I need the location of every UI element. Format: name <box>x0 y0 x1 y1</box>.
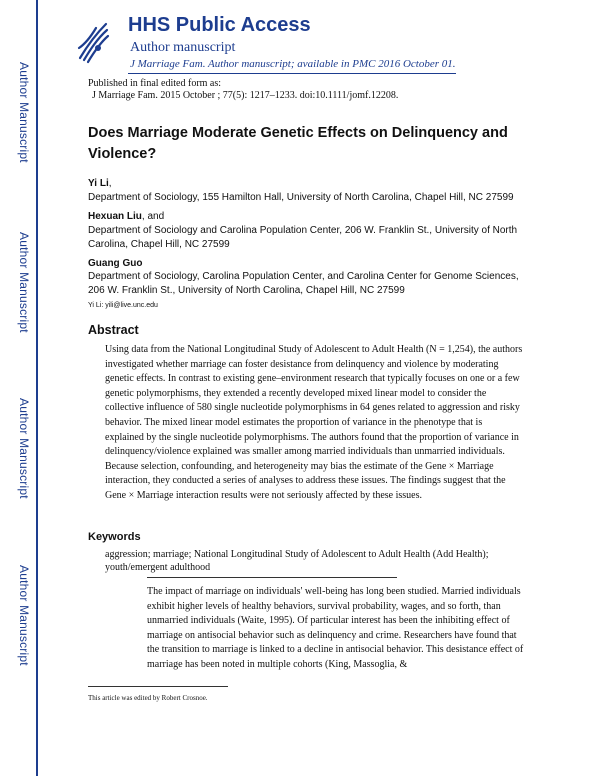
author-affiliation: Department of Sociology, 155 Hamilton Hall, University of North Carolina, Chapel Hill, NC 27599 <box>88 192 514 203</box>
author-affiliation: Department of Sociology and Carolina Population Center, 206 W. Franklin St., University of North Carolina, Chapel Hill, NC 27599 <box>88 225 518 250</box>
header-title: HHS Public Access <box>128 14 311 36</box>
sidebar-label-4: Author Manuscript <box>17 565 31 666</box>
sidebar-label-3: Author Manuscript <box>17 398 31 499</box>
header-citation: J Marriage Fam. Author manuscript; available in PMC 2016 October 01. <box>130 58 456 70</box>
author-name: Yi Li, <box>88 178 112 189</box>
footnote: This article was edited by Robert Crosnoe. <box>88 694 208 702</box>
section-rule <box>147 577 397 578</box>
author-affiliation: Department of Sociology, Carolina Population Center, and Carolina Center for Genome Sciences, 206 W. Franklin St., University of North Carolina, Chapel Hill, NC 27599 <box>88 271 519 296</box>
author-name: Guang Guo <box>88 258 143 269</box>
header-rule <box>128 73 456 74</box>
author-name: Hexuan Liu, and <box>88 211 165 222</box>
body-paragraph: The impact of marriage on individuals' well-being has long been studied. Married individuals exhibit higher levels of healthy behaviors, survival probability, wages, and so forth, than unmarried individuals (Waite, 1995). Of particular interest has been the inhibiting effect of marriage on antisocial behavior such as delinquency and crime. Researchers have found that the transition to marriage is linked to a decline in antisocial behavior. This desistance effect of marriage has been noted in multiple cohorts (King, Massoglia, & <box>147 586 524 670</box>
sidebar-label-2: Author Manuscript <box>17 232 31 333</box>
header-subtitle: Author manuscript <box>130 40 236 55</box>
footnote-rule <box>88 686 228 687</box>
keywords-heading: Keywords <box>88 531 141 543</box>
keywords-text: aggression; marriage; National Longitudinal Study of Adolescent to Adult Health (Add Health); youth/emergent adulthood <box>105 549 489 573</box>
corresponding-email: Yi Li: yili@live.unc.edu <box>88 302 158 309</box>
hhs-eagle-logo-icon <box>76 18 110 64</box>
published-label: Published in final edited form as: <box>88 78 222 89</box>
abstract-text: Using data from the National Longitudinal Study of Adolescent to Adult Health (N = 1,254), the authors investigated whether marriage can foster desistance from delinquency and violence by moderating genetic effects. In contrast to existing gene–environment research that typically focuses on one or a few genetic polymorphisms, they extended a recently developed mixed linear model to consider the collective influence of 580 single nucleotide polymorphisms in 64 genes related to aggression and risky behavior. The mixed linear model estimates the proportion of variance in the phenotype that is explained by the single nucleotide polymorphisms. The authors found that the proportion of variance in delinquency/violence explained was smaller among married individuals than unmarried individuals. Because selection, confounding, and heterogeneity may bias the estimate of the Gene × Marriage interaction, they conducted a series of analyses to address these issues. The findings suggest that the Gene × Marriage interaction results were not seriously affected by these issues. <box>105 344 523 501</box>
sidebar-divider <box>36 0 38 776</box>
sidebar-label-1: Author Manuscript <box>17 62 31 163</box>
abstract-heading: Abstract <box>88 323 139 337</box>
article-title: Does Marriage Moderate Genetic Effects on Delinquency and Violence? <box>88 125 508 162</box>
published-citation: J Marriage Fam. 2015 October ; 77(5): 1217–1233. doi:10.1111/jomf.12208. <box>92 90 399 101</box>
